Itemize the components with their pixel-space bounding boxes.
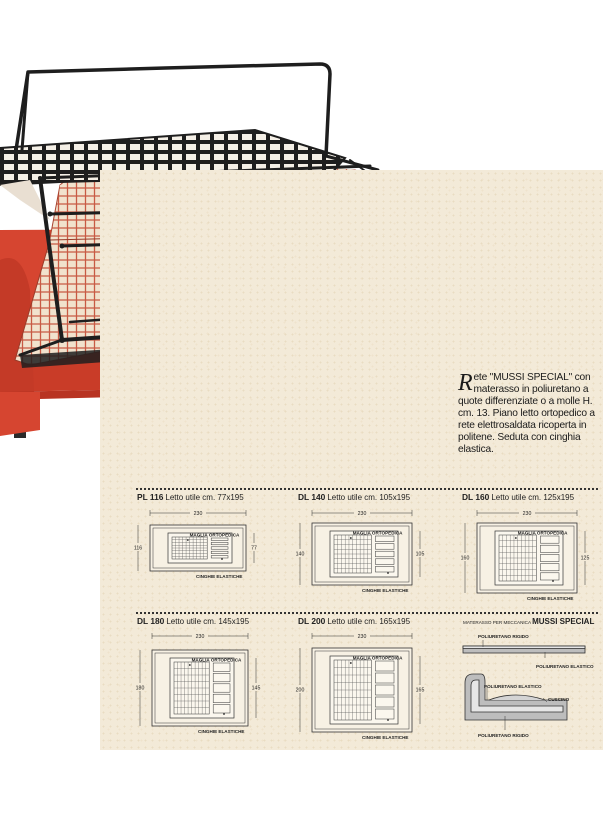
label-pointer — [387, 572, 389, 574]
left-dimension: 140 — [295, 551, 305, 558]
width-dimension: 230 — [195, 634, 205, 640]
label-cuscino: CUSCINO — [548, 697, 570, 702]
model-title-dl200 — [298, 616, 410, 626]
label-pointer — [187, 539, 189, 541]
width-dimension: 230 — [193, 511, 203, 517]
mussi-special-title — [463, 617, 594, 626]
width-dimension: 230 — [357, 511, 367, 517]
label-pointer — [350, 662, 352, 664]
right-dimension: 105 — [415, 551, 425, 558]
diagram-pl116 — [128, 505, 268, 585]
right-dimension: 77 — [251, 545, 257, 552]
model-code: PL 116 — [137, 492, 164, 502]
left-dimension: 180 — [135, 685, 145, 692]
label-cinghie-elastiche: CINGHIE ELASTICHE — [196, 574, 243, 579]
label-pointer — [515, 537, 517, 539]
mussi-name: MUSSI SPECIAL — [532, 617, 595, 626]
model-code: DL 180 — [137, 616, 165, 626]
model-text: Letto utile cm. 125x195 — [491, 493, 575, 502]
label-cinghie-elastiche: CINGHIE ELASTICHE — [362, 735, 409, 740]
width-dimension: 230 — [357, 634, 367, 640]
label-pointer — [221, 558, 223, 560]
model-code: DL 160 — [462, 492, 490, 502]
model-title-dl140 — [298, 492, 410, 502]
left-dimension: 116 — [133, 545, 143, 552]
model-title-pl116 — [137, 492, 244, 502]
diagram-dl200 — [290, 628, 435, 743]
label-pointer — [350, 537, 352, 539]
model-code: DL 140 — [298, 492, 326, 502]
mussi-prefix: MATERASSO PER MECCANICA — [463, 620, 531, 625]
right-dimension: 145 — [251, 685, 261, 692]
label-maglia-ortopedica: MAGLIA ORTOPEDICA — [517, 530, 568, 536]
label-cinghie-elastiche: CINGHIE ELASTICHE — [362, 588, 409, 593]
model-title-dl160 — [462, 492, 574, 502]
diagram-dl160 — [455, 505, 603, 603]
label-maglia-ortopedica: MAGLIA ORTOPEDICA — [191, 657, 242, 663]
diagram-dl180 — [130, 628, 270, 736]
model-text: Letto utile cm. 77x195 — [165, 493, 244, 502]
label-cinghie-elastiche: CINGHIE ELASTICHE — [527, 596, 574, 601]
model-text: Letto utile cm. 165x195 — [327, 617, 411, 626]
label-maglia-ortopedica: MAGLIA ORTOPEDICA — [189, 532, 240, 538]
description-initial: R — [458, 370, 473, 396]
label-poliuretano-elastico-top: POLIURETANO ELASTICO — [536, 664, 594, 669]
label-poliuretano-rigido-bottom: POLIURETANO RIGIDO — [478, 733, 529, 738]
label-maglia-ortopedica: MAGLIA ORTOPEDICA — [352, 655, 403, 661]
label-maglia-ortopedica: MAGLIA ORTOPEDICA — [352, 530, 403, 536]
description — [458, 372, 602, 456]
divider — [136, 612, 598, 614]
label-poliuretano-elastico-mid: POLIURETANO ELASTICO — [484, 684, 542, 689]
left-dimension: 160 — [460, 555, 470, 562]
model-text: Letto utile cm. 145x195 — [166, 617, 250, 626]
label-pointer — [387, 719, 389, 721]
model-text: Letto utile cm. 105x195 — [327, 493, 411, 502]
left-dimension: 200 — [295, 687, 305, 694]
label-pointer — [552, 580, 554, 582]
diagram-dl140 — [290, 505, 435, 595]
label-pointer — [189, 664, 191, 666]
label-pointer — [223, 713, 225, 715]
model-code: DL 200 — [298, 616, 326, 626]
divider — [136, 488, 598, 490]
width-dimension: 230 — [522, 511, 532, 517]
right-dimension: 165 — [415, 687, 425, 694]
description-text: ete "MUSSI SPECIAL" con materasso in poliuretano a quote differenziate o a molle H. cm. 13. Piano letto ortopedico a rete elettrosaldata ricoperta in politene. Seduta con cinghia elastica. — [458, 372, 595, 455]
model-title-dl180 — [137, 616, 249, 626]
label-cinghie-elastiche: CINGHIE ELASTICHE — [198, 729, 245, 734]
right-dimension: 125 — [580, 555, 590, 562]
label-poliuretano-rigido-top: POLIURETANO RIGIDO — [478, 634, 529, 639]
